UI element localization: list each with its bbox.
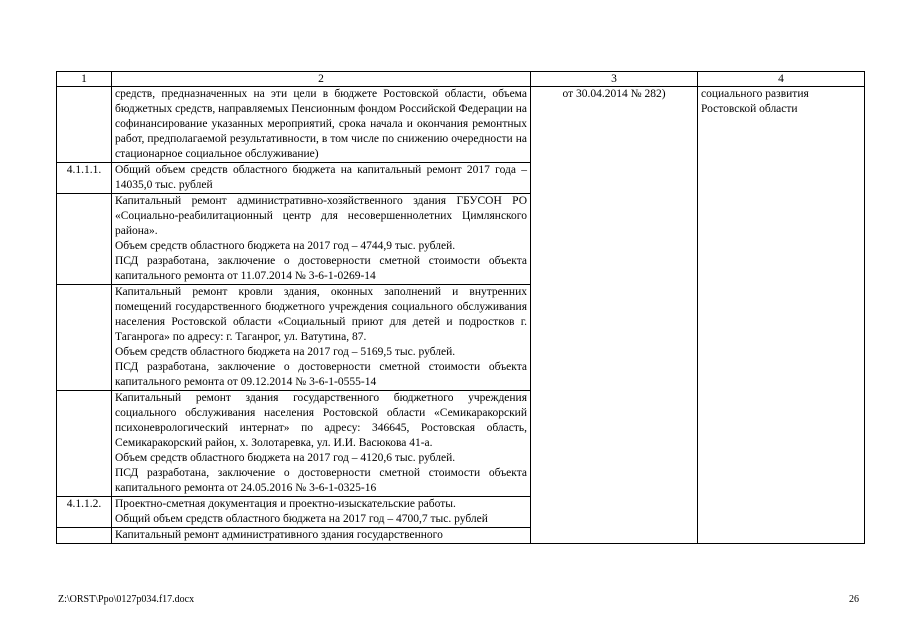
footer-file-path: Z:\ORST\Ppo\0127p034.f17.docx — [58, 594, 195, 605]
page-number: 26 — [849, 594, 859, 605]
header-col-3: 3 — [531, 72, 698, 87]
header-col-4: 4 — [698, 72, 865, 87]
row-text: Проектно-сметная документация и проектно-изыскательские работы. Общий объем средств областного бюджета на 2017 год – 4700,7 тыс. рублей — [112, 497, 531, 528]
table-header-row — [57, 72, 865, 87]
row-number — [57, 391, 112, 497]
row-text: Капитальный ремонт здания государственного бюджетного учреждения социального обслуживания населения Ростовской области «Семикаракорский психоневрологический интернат» по адресу: 346645, Ростовская область, Семикаракорский район, х. Золотаревка, ул. И.И. Васюкова 41-а. Объем средств областного бюджета на 2017 год – 4120,6 тыс. рублей. ПСД разработана, заключение о достоверности сметной стоимости объекта капитального ремонта от 24.05.2016 № 3-6-1-0325-16 — [112, 391, 531, 497]
responsible-cell: социального развития Ростовской области — [698, 87, 865, 544]
header-col-1: 1 — [57, 72, 112, 87]
row-text: Капитальный ремонт административно-хозяйственного здания ГБУСОН РО «Социально-реабилитационный центр для несовершеннолетних Цимлянского района». Объем средств областного бюджета на 2017 год – 4744,9 тыс. рублей. ПСД разработана, заключение о достоверности сметной стоимости объекта капитального ремонта от 11.07.2014 № 3-6-1-0269-14 — [112, 194, 531, 285]
document-table — [56, 71, 865, 544]
row-number: 4.1.1.2. — [57, 497, 112, 528]
deadline-cell: от 30.04.2014 № 282) — [531, 87, 698, 544]
row-number — [57, 528, 112, 544]
row-number — [57, 285, 112, 391]
row-text: Общий объем средств областного бюджета на капитальный ремонт 2017 года – 14035,0 тыс. рублей — [112, 163, 531, 194]
row-number — [57, 194, 112, 285]
header-col-2: 2 — [112, 72, 531, 87]
row-text: Капитальный ремонт административного здания государственного — [112, 528, 531, 544]
row-number — [57, 87, 112, 163]
row-number: 4.1.1.1. — [57, 163, 112, 194]
table-row — [57, 87, 865, 163]
row-text: Капитальный ремонт кровли здания, оконных заполнений и внутренних помещений государственного бюджетного учреждения социального обслуживания населения Ростовской области «Социальный приют для детей и подростков г. Таганрога» по адресу: г. Таганрог, ул. Ватутина, 87. Объем средств областного бюджета на 2017 год – 5169,5 тыс. рублей. ПСД разработана, заключение о достоверности сметной стоимости объекта капитального ремонта от 09.12.2014 № 3-6-1-0555-14 — [112, 285, 531, 391]
row-text: средств, предназначенных на эти цели в бюджете Ростовской области, объема бюджетных средств, направляемых Пенсионным фондом Российской Федерации на софинансирование указанных мероприятий, срока начала и окончания ремонтных работ, предполагаемой результативности, в том числе по снижению очередности на стационарное социальное обслуживание) — [112, 87, 531, 163]
